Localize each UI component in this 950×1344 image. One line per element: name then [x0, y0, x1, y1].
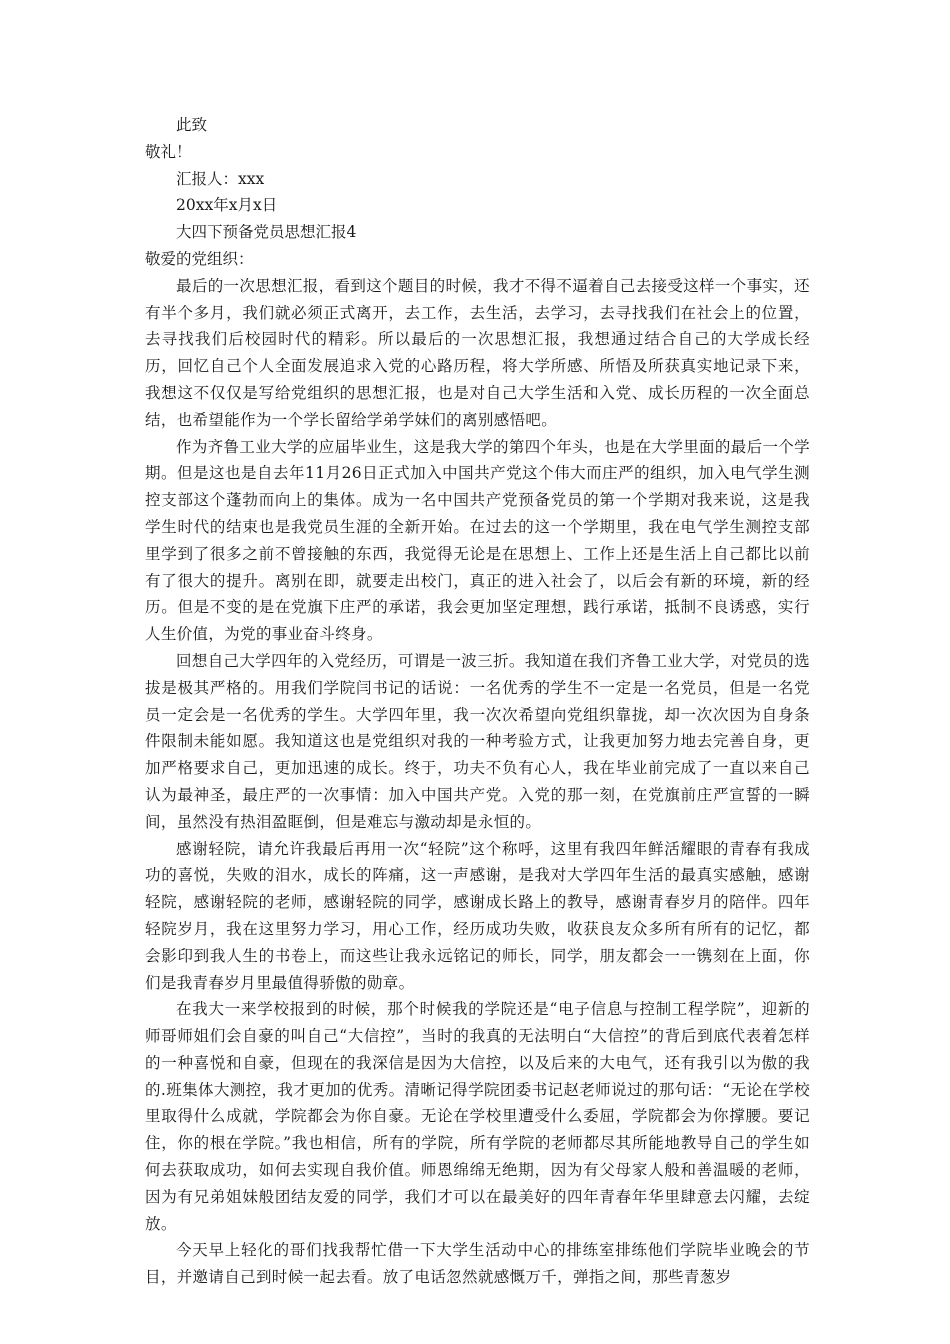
paragraph: 回想自己大学四年的入党经历，可谓是一波三折。我知道在我们齐鲁工业大学，对党员的选拔是极其严格的。用我们学院闫书记的话说：一名优秀的学生不一定是一名党员，但是一名党员一定会是一名优秀的学生。大学四年里，我一次次希望向党组织靠拢，却一次次因为自身条件限制未能如愿。我知道这也是党组织对我的一种考验方式，让我更加努力地去完善自身，更加严格要求自己，更加迅速的成长。终于，功夫不负有心人，我在毕业前完成了一直以来自己认为最神圣，最庄严的一次事情：加入中国共产党。入党的那一刻，在党旗前庄严宣誓的一瞬间，虽然没有热泪盈眶倒，但是难忘与激动却是永恒的。	[145, 651, 811, 831]
paragraph: 在我大一来学校报到的时候，那个时候我的学院还是“电子信息与控制工程学院”，迎新的师哥师姐们会自豪的叫自己“大信控”，当时的我真的无法明白“大信控”的背后到底代表着怎样的一种喜悦和自豪，但现在的我深信是因为大信控，以及后来的大电气，还有我引以为傲的我的.班集体大测控，我才更加的优秀。清晰记得学院团委书记赵老师说过的那句话：“无论在学校里取得什么成就，学院都会为你自豪。无论在学校里遭受什么委屈，学院都会为你撑腰。要记住，你的根在学院。”我也相信，所有的学院，所有学院的老师都尽其所能地教导自己的学生如何去获取成功，如何去实现自我价值。师恩绵绵无绝期，因为有父母家人般和善温暖的老师，因为有兄弟姐妹般团结友爱的同学，我们才可以在最美好的四年青春年华里肆意去闪耀，去绽放。	[145, 1000, 810, 1233]
paragraph: 最后的一次思想汇报，看到这个题目的时候，我才不得不逼着自己去接受这样一个事实，还有半个多月，我们就必须正式离开，去工作，去生活，去学习，去寻找我们在社会上的位置，去寻找我们后校园时代的精彩。所以最后的一次思想汇报，我想通过结合自己的大学成长经历，回忆自己个人全面发展追求入党的心路历程，将大学所感、所悟及所获真实地记录下来，我想这不仅仅是写给党组织的思想汇报，也是对自己大学生活和入党、成长历程的一次全面总结，也希望能作为一个学长留给学弟学妹们的离别感悟吧。	[145, 276, 811, 429]
reporter-line: 汇报人：xxx	[176, 169, 265, 188]
paragraph: 作为齐鲁工业大学的应届毕业生，这是我大学的第四个年头，也是在大学里面的最后一个学期。但是这也是自去年11月26日正式加入中国共产党这个伟大而庄严的组织，加入电气学生测控支部这个蓬勃而向上的集体。成为一名中国共产党预备党员的第一个学期对我来说，这是我学生时代的结束也是我党员生涯的全新开始。在过去的这一个学期里，我在电气学生测控支部里学到了很多之前不曾接触的东西，我觉得无论是在思想上、工作上还是生活上自己都比以前有了很大的提升。离别在即，就要走出校门，真正的进入社会了，以后会有新的环境，新的经历。但是不变的是在党旗下庄严的承诺，我会更加坚定理想，践行承诺，抵制不良诱惑，实行人生价值，为党的事业奋斗终身。	[145, 437, 811, 644]
report-title: 大四下预备党员思想汇报4	[176, 223, 357, 242]
paragraph: 今天早上轻化的哥们找我帮忙借一下大学生活动中心的排练室排练他们学院毕业晚会的节目，并邀请自己到时候一起去看。放了电话忽然就感慨万千，弹指之间，那些青葱岁	[145, 1241, 810, 1287]
document-page	[145, 112, 810, 1291]
closing-jing-li: 敬礼！	[145, 142, 192, 161]
closing-ci-zhi: 此致	[176, 116, 208, 134]
paragraph: 感谢轻院，请允许我最后再用一次“轻院”这个称呼，这里有我四年鲜活耀眼的青春有我成功的喜悦，失败的泪水，成长的阵痛，这一声感谢，是我对大学四年生活的最真实感触，感谢轻院，感谢轻院的老师，感谢轻院的同学，感谢成长路上的教导，感谢青春岁月的陪伴。四年轻院岁月，我在这里努力学习，用心工作，经历成功失败，收获良友众多所有所有的记忆，都会影印到我人生的书卷上，而这些让我永远铭记的师长，同学，朋友都会一一镌刻在上面，你们是我青春岁月里最值得骄傲的勋章。	[145, 839, 810, 992]
salutation: 敬爱的党组织：	[145, 249, 254, 268]
date-line: 20xx年x月x日	[176, 196, 278, 215]
